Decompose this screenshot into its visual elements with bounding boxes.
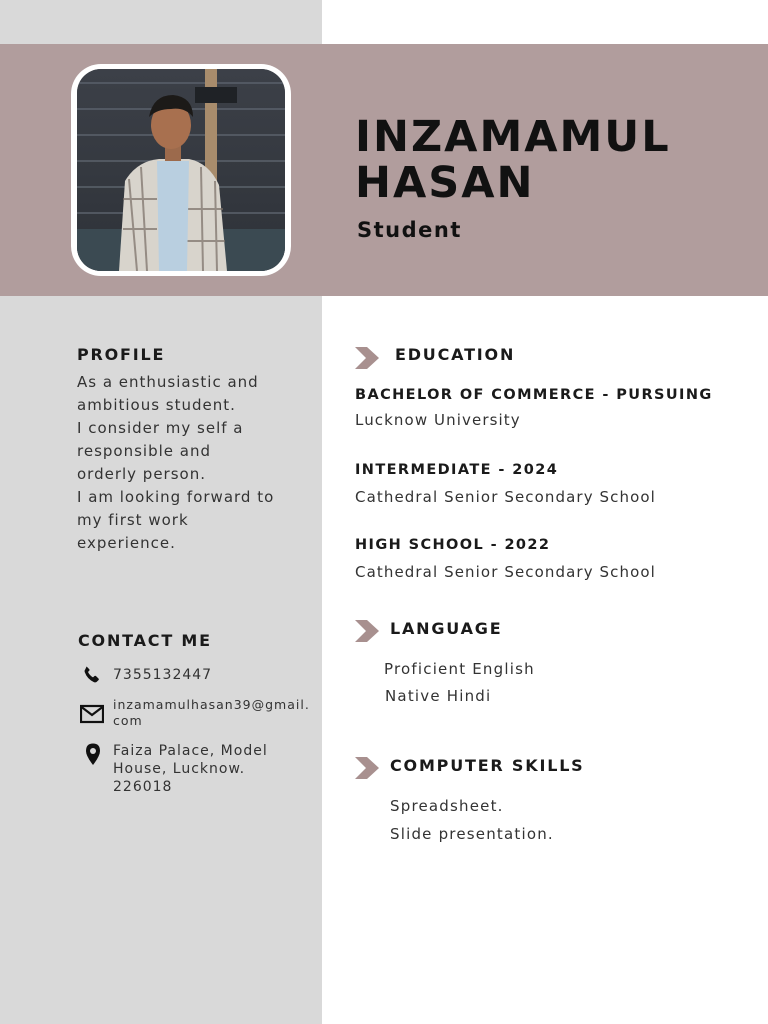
person-name [355, 114, 671, 206]
contact-section-title: CONTACT ME [78, 631, 212, 650]
chevron-arrow-icon [355, 347, 381, 369]
address-line-2: House, Lucknow. [113, 761, 246, 777]
profile-section-title: PROFILE [77, 345, 166, 364]
email-address[interactable] [113, 697, 310, 729]
profile-photo-illustration [77, 69, 285, 271]
profile-line: responsible and [77, 442, 211, 460]
phone-number[interactable]: 7355132447 [113, 667, 213, 683]
job-title: Student [357, 218, 462, 242]
profile-line: As a enthusiastic and [77, 373, 259, 391]
education-entry-institution: Lucknow University [355, 411, 521, 429]
education-entry-institution: Cathedral Senior Secondary School [355, 563, 656, 581]
name-line-1: INZAMAMUL [355, 112, 671, 162]
name-line-2: HASAN [355, 158, 535, 208]
skill-item: Spreadsheet. [390, 797, 504, 815]
profile-line: I consider my self a [77, 419, 244, 437]
email-line-2: com [113, 713, 143, 728]
profile-line: orderly person. [77, 465, 206, 483]
skill-item: Slide presentation. [390, 825, 554, 843]
phone-icon [80, 663, 104, 687]
profile-line: my first work [77, 511, 189, 529]
education-section-title: EDUCATION [395, 345, 516, 364]
language-item: Proficient English [384, 660, 535, 678]
profile-text [77, 371, 307, 555]
chevron-arrow-icon [355, 757, 381, 779]
language-section-title: LANGUAGE [390, 619, 503, 638]
education-entry-institution: Cathedral Senior Secondary School [355, 488, 656, 506]
education-entry-heading: HIGH SCHOOL - 2022 [355, 537, 551, 553]
skills-section-title: COMPUTER SKILLS [390, 756, 585, 775]
address-line-3: 226018 [113, 779, 173, 795]
profile-line: I am looking forward to [77, 488, 275, 506]
profile-photo [77, 69, 285, 271]
envelope-icon [80, 702, 104, 726]
contact-address [80, 742, 320, 798]
education-entry-heading: BACHELOR OF COMMERCE - PURSUING [355, 387, 713, 403]
email-line-1: inzamamulhasan39@gmail. [113, 697, 310, 712]
profile-photo-frame [71, 64, 291, 276]
profile-line: ambitious student. [77, 396, 236, 414]
address-line-1: Faiza Palace, Model [113, 743, 268, 759]
contact-email [80, 697, 320, 733]
language-item: Native Hindi [385, 687, 492, 705]
education-entry-heading: INTERMEDIATE - 2024 [355, 462, 559, 478]
location-pin-icon [81, 742, 105, 766]
chevron-arrow-icon [355, 620, 381, 642]
contact-phone [80, 663, 310, 687]
address [113, 742, 268, 796]
profile-line: experience. [77, 534, 176, 552]
